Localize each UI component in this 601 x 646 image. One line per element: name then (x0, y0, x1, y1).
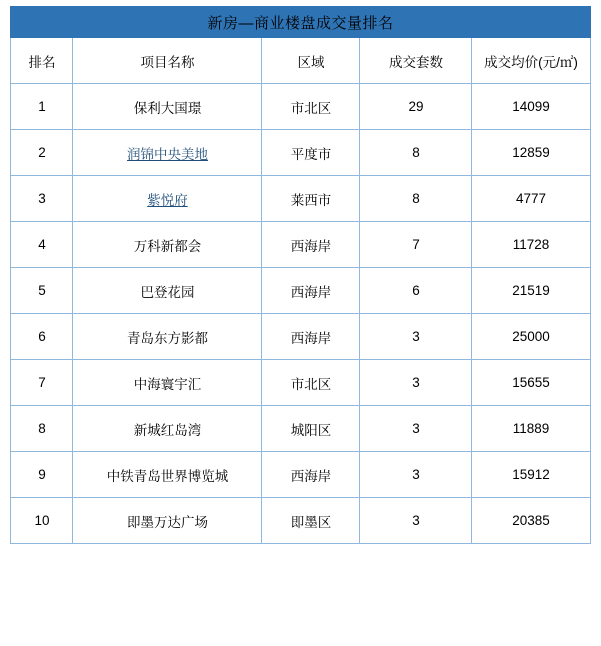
table-row (11, 406, 590, 452)
cell-price: 11728 (472, 222, 590, 268)
column-header-name: 项目名称 (73, 38, 262, 84)
cell-count: 3 (360, 360, 472, 406)
table-row (11, 222, 590, 268)
cell-rank: 5 (11, 268, 73, 314)
column-header-price: 成交均价(元/㎡) (472, 38, 590, 84)
cell-price: 15655 (472, 360, 590, 406)
cell-count: 7 (360, 222, 472, 268)
cell-rank: 8 (11, 406, 73, 452)
table-row (11, 360, 590, 406)
cell-rank: 2 (11, 130, 73, 176)
table-row (11, 498, 590, 544)
cell-price: 4777 (472, 176, 590, 222)
table-title: 新房—商业楼盘成交量排名 (11, 7, 590, 38)
cell-price: 14099 (472, 84, 590, 130)
cell-project-name: 青岛东方影都 (73, 314, 262, 360)
table-row (11, 84, 590, 130)
cell-price: 25000 (472, 314, 590, 360)
cell-count: 29 (360, 84, 472, 130)
cell-rank: 10 (11, 498, 73, 544)
project-name-link[interactable]: 润锦中央美地 (126, 146, 208, 162)
cell-count: 3 (360, 406, 472, 452)
cell-count: 3 (360, 314, 472, 360)
cell-project-name[interactable] (73, 130, 262, 176)
cell-area: 西海岸 (262, 222, 360, 268)
cell-price: 21519 (472, 268, 590, 314)
cell-count: 8 (360, 176, 472, 222)
cell-area: 西海岸 (262, 268, 360, 314)
cell-price: 11889 (472, 406, 590, 452)
cell-rank: 7 (11, 360, 73, 406)
table-body (11, 84, 590, 544)
cell-rank: 3 (11, 176, 73, 222)
cell-project-name: 中铁青岛世界博览城 (73, 452, 262, 498)
table-header-row (11, 38, 590, 84)
cell-area: 西海岸 (262, 314, 360, 360)
table-row (11, 314, 590, 360)
table-title-row (11, 7, 590, 38)
column-header-rank: 排名 (11, 38, 73, 84)
cell-rank: 4 (11, 222, 73, 268)
cell-price: 15912 (472, 452, 590, 498)
cell-area: 城阳区 (262, 406, 360, 452)
cell-rank: 1 (11, 84, 73, 130)
cell-price: 20385 (472, 498, 590, 544)
cell-price: 12859 (472, 130, 590, 176)
table-row (11, 130, 590, 176)
cell-project-name: 保利大国璟 (73, 84, 262, 130)
cell-count: 3 (360, 498, 472, 544)
cell-rank: 6 (11, 314, 73, 360)
cell-rank: 9 (11, 452, 73, 498)
page-container (0, 6, 601, 646)
table-row (11, 176, 590, 222)
ranking-table (10, 6, 590, 544)
cell-project-name: 万科新都会 (73, 222, 262, 268)
cell-count: 8 (360, 130, 472, 176)
cell-area: 西海岸 (262, 452, 360, 498)
column-header-area: 区域 (262, 38, 360, 84)
cell-count: 3 (360, 452, 472, 498)
cell-project-name: 新城红岛湾 (73, 406, 262, 452)
cell-area: 即墨区 (262, 498, 360, 544)
cell-count: 6 (360, 268, 472, 314)
cell-project-name: 巴登花园 (73, 268, 262, 314)
project-name-link[interactable]: 紫悦府 (147, 192, 188, 208)
cell-area: 平度市 (262, 130, 360, 176)
table-row (11, 452, 590, 498)
cell-area: 莱西市 (262, 176, 360, 222)
column-header-count: 成交套数 (360, 38, 472, 84)
cell-project-name: 即墨万达广场 (73, 498, 262, 544)
cell-area: 市北区 (262, 84, 360, 130)
cell-project-name[interactable] (73, 176, 262, 222)
cell-project-name: 中海寰宇汇 (73, 360, 262, 406)
cell-area: 市北区 (262, 360, 360, 406)
table-row (11, 268, 590, 314)
